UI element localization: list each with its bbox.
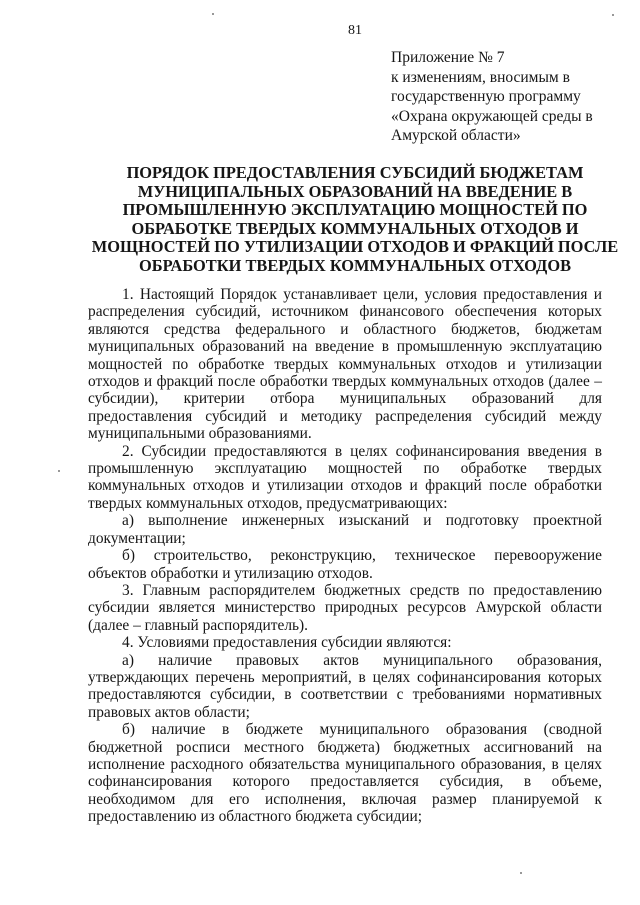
paragraph-2: 2. Субсидии предоставляются в целях софинансирования введения в промышленную эксплуатацию мощностей по обработке твердых коммунальных отходов и утилизации отходов и фракций после обработки твердых коммунальных отходов, предусматривающих: (88, 442, 602, 512)
scan-speck (520, 872, 522, 874)
title-line: МУНИЦИПАЛЬНЫХ ОБРАЗОВАНИЙ НА ВВЕДЕНИЕ В (137, 181, 573, 201)
title-line: ОБРАБОТКИ ТВЕРДЫХ КОММУНАЛЬНЫХ ОТХОДОВ (138, 255, 572, 275)
document-body (88, 286, 602, 826)
paragraph-4a: а) наличие правовых актов муниципального образования, утверждающих перечень мероприятий, в целях софинансирования которых предоставляются субсидии, в соответствии с требованиями нормативных правовых актов области; (88, 651, 602, 721)
appendix-line: государственную программу (391, 88, 581, 105)
paragraph-4b: б) наличие в бюджете муниципального образования (сводной бюджетной росписи местного бюджета) бюджетных ассигнований на исполнение расходного обязательства муниципального образования, в целях софинансирования которого предоставляется субсидия, в объеме, необходимом для его исполнения, включая размер планируемой к предоставлению из областного бюджета субсидии; (88, 721, 602, 826)
appendix-line: «Охрана окружающей среды в (391, 107, 593, 125)
scan-speck (212, 13, 214, 15)
document-title (86, 164, 624, 275)
paragraph-2b: б) строительство, реконструкцию, техническое перевооружение объектов обработки и утилизацию отходов. (88, 547, 602, 582)
paragraph-2a: а) выполнение инженерных изысканий и подготовку проектной документации; (88, 512, 602, 547)
title-line: ПРОМЫШЛЕННУЮ ЭКСПЛУАТАЦИЮ МОЩНОСТЕЙ ПО (122, 200, 588, 219)
appendix-line: Амурской области» (391, 127, 521, 144)
scan-speck (58, 470, 60, 472)
paragraph-1: 1. Настоящий Порядок устанавливает цели, условия предоставления и распределения субсидий, источником финансового обеспечения которых являются средства федерального и областного бюджетов, бюджетам муниципальных образований на введение в промышленную эксплуатацию мощностей по обработке твердых коммунальных отходов и утилизации отходов и фракций после обработки твердых коммунальных отходов (далее – субсидии), критерии отбора муниципальных образований для предоставления субсидий и методику распределения субсидий между муниципальными образованиями. (88, 286, 602, 443)
title-line: ПОРЯДОК ПРЕДОСТАВЛЕНИЯ СУБСИДИЙ БЮДЖЕТАМ (126, 163, 584, 182)
paragraph-4: 4. Условиями предоставления субсидии являются: (122, 634, 452, 652)
appendix-line: к изменениям, вносимым в (391, 68, 570, 86)
title-line: МОЩНОСТЕЙ ПО УТИЛИЗАЦИИ ОТХОДОВ И ФРАКЦИЙ ПОСЛЕ (91, 237, 619, 256)
appendix-line: Приложение № 7 (391, 49, 505, 66)
scan-speck (612, 14, 614, 16)
page-number: 81 (348, 23, 362, 38)
paragraph-3: 3. Главным распорядителем бюджетных средств по предоставлению субсидии является министерство природных ресурсов Амурской области (далее – главный распорядитель). (88, 581, 602, 634)
appendix-header (391, 48, 626, 146)
title-line: ОБРАБОТКЕ ТВЕРДЫХ КОММУНАЛЬНЫХ ОТХОДОВ И (131, 218, 579, 238)
